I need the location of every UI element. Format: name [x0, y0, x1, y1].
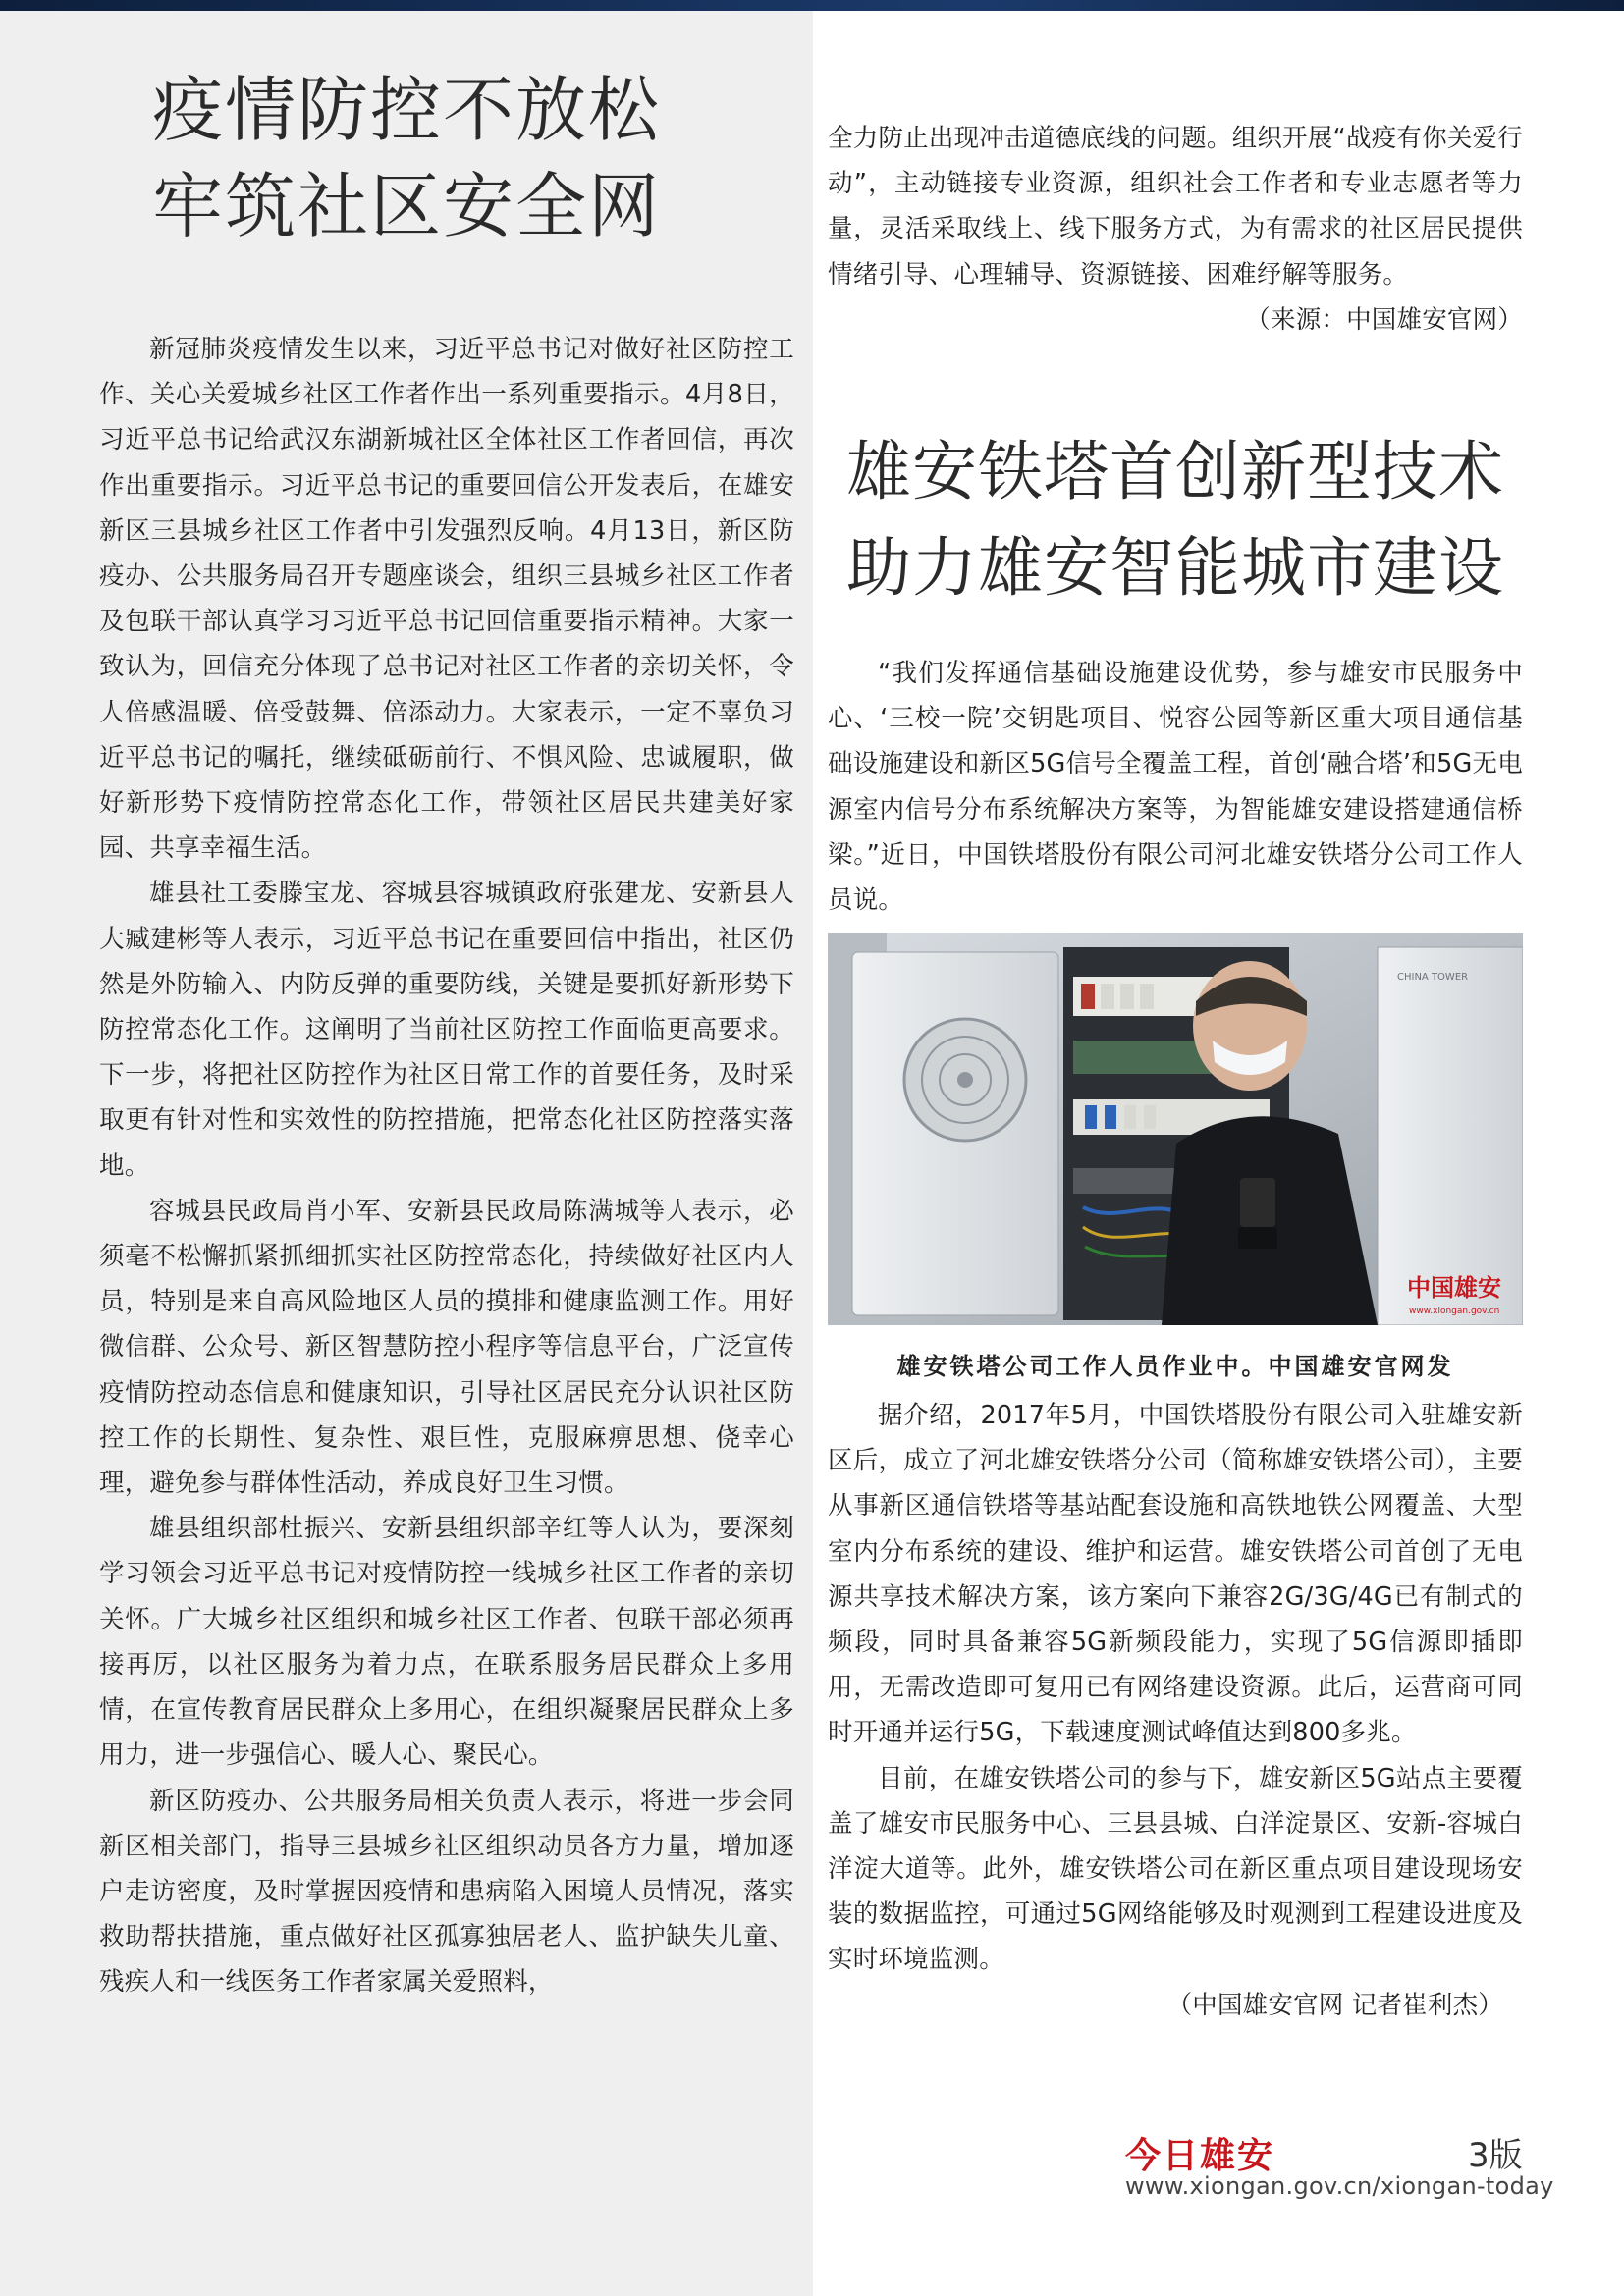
- article2-title: [828, 424, 1523, 616]
- newspaper-logo: 今日雄安: [1125, 2135, 1275, 2176]
- article2-body: [828, 1393, 1523, 2028]
- article1-body: [99, 327, 794, 2005]
- photo-caption: 雄安铁塔公司工作人员作业中。中国雄安官网发: [896, 1352, 1454, 1380]
- top-accent-bar: [0, 0, 1624, 11]
- article2-paragraph: 据介绍，2017年5月，中国铁塔股份有限公司入驻雄安新区后，成立了河北雄安铁塔分公司（简称雄安铁塔公司），主要从事新区通信铁塔等基站配套设施和高铁地铁公网覆盖、大型室内分布系统的建设、维护和运营。雄安铁塔公司首创了无电源共享技术解决方案，该方案向下兼容2G/3G/4G已有制式的频段，同时具备兼容5G新频段能力，实现了5G信源即插即用，无需改造即可复用已有网络建设资源。此后，运营商可同时开通并运行5G，下载速度测试峰值达到800多兆。: [828, 1401, 1523, 1748]
- technician-cabinet-illustration: [828, 933, 1523, 1325]
- article1-source: （来源：中国雄安官网）: [1245, 304, 1523, 335]
- footer-url[interactable]: www.xiongan.gov.cn/xiongan-today: [1125, 2172, 1554, 2200]
- photo-watermark: 中国雄安: [1407, 1273, 1501, 1302]
- photo-watermark-url: www.xiongan.gov.cn: [1409, 1307, 1500, 1316]
- article1-title-line2: 牢筑社区安全网: [151, 165, 661, 247]
- article2-title-line2: 助力雄安智能城市建设: [846, 530, 1504, 606]
- article1-title-line1: 疫情防控不放松: [151, 69, 661, 151]
- article1-paragraph: 容城县民政局肖小军、安新县民政局陈满城等人表示，必须毫不松懈抓紧抓细抓实社区防控常态化，持续做好社区内人员，特别是来自高风险地区人员的摸排和健康监测工作。用好微信群、公众号、新区智慧防控小程序等信息平台，广泛宣传疫情防控动态信息和健康知识，引导社区居民充分认识社区防控工作的长期性、复杂性、艰巨性，克服麻痹思想、侥幸心理，避免参与群体性活动，养成良好卫生习惯。: [99, 1196, 794, 1499]
- article2-photo: [828, 933, 1523, 1325]
- article1-paragraph: 雄县组织部杜振兴、安新县组织部辛红等人认为，要深刻学习领会习近平总书记对疫情防控一线城乡社区工作者的亲切关怀。广大城乡社区组织和城乡社区工作者、包联干部必须再接再厉，以社区服务为着力点，在联系服务居民群众上多用情，在宣传教育居民群众上多用心，在组织凝聚居民群众上多用力，进一步强信心、暖人心、聚民心。: [99, 1514, 794, 1771]
- article2-lead: [828, 651, 1523, 923]
- article1-paragraph: 雄县社工委滕宝龙、容城县容城镇政府张建龙、安新县人大臧建彬等人表示，习近平总书记在重要回信中指出，社区仍然是外防输入、内防反弹的重要防线，关键是要抓好新形势下防控常态化工作。这阐明了当前社区防控工作面临更高要求。下一步，将把社区防控作为社区日常工作的首要任务，及时采取更有针对性和实效性的防控措施，把常态化社区防控落实落地。: [99, 879, 794, 1181]
- article1-continuation: [828, 116, 1523, 343]
- article2-source: （中国雄安官网 记者崔利杰）: [1166, 1990, 1503, 2020]
- article1-paragraph: 新冠肺炎疫情发生以来，习近平总书记对做好社区防控工作、关心关爱城乡社区工作者作出一系列重要指示。4月8日，习近平总书记给武汉东湖新城社区全体社区工作者回信，再次作出重要指示。习近平总书记的重要回信公开发表后，在雄安新区三县城乡社区工作者中引发强烈反响。4月13日，新区防疫办、公共服务局召开专题座谈会，组织三县城乡社区工作者及包联干部认真学习习近平总书记回信重要指示精神。大家一致认为，回信充分体现了总书记对社区工作者的亲切关怀，令人倍感温暖、倍受鼓舞、倍添动力。大家表示，一定不辜负习近平总书记的嘱托，继续砥砺前行、不惧风险、忠诚履职，做好新形势下疫情防控常态化工作，带领社区居民共建美好家园、共享幸福生活。: [99, 335, 794, 864]
- article2-lead-paragraph: “我们发挥通信基础设施建设优势，参与雄安市民服务中心、‘三校一院’交钥匙项目、悦容公园等新区重大项目通信基础设施建设和新区5G信号全覆盖工程，首创‘融合塔’和5G无电源室内信号分布系统解决方案等，为智能雄安建设搭建通信桥梁。”近日，中国铁塔股份有限公司河北雄安铁塔分公司工作人员说。: [828, 659, 1523, 916]
- article2-title-line1: 雄安铁塔首创新型技术: [846, 434, 1504, 509]
- article1-paragraph: 新区防疫办、公共服务局相关负责人表示，将进一步会同新区相关部门，指导三县城乡社区组织动员各方力量，增加逐户走访密度，及时掌握因疫情和患病陷入困境人员情况，落实救助帮扶措施，重点做好社区孤寡独居老人、监护缺失儿童、残疾人和一线医务工作者家属关爱照料，: [99, 1786, 794, 1998]
- page-number: 3版: [1468, 2136, 1523, 2175]
- cabinet-label-text: CHINA TOWER: [1397, 972, 1469, 983]
- article2-paragraph: 目前，在雄安铁塔公司的参与下，雄安新区5G站点主要覆盖了雄安市民服务中心、三县县城、白洋淀景区、安新-容城白洋淀大道等。此外，雄安铁塔公司在新区重点项目建设现场安装的数据监控，可通过5G网络能够及时观测到工程建设进度及实时环境监测。: [828, 1763, 1523, 1975]
- article1-title: [39, 62, 774, 254]
- article1-continuation-paragraph: 全力防止出现冲击道德底线的问题。组织开展“战疫有你关爱行动”，主动链接专业资源，组织社会工作者和专业志愿者等力量，灵活采取线上、线下服务方式，为有需求的社区居民提供情绪引导、心理辅导、资源链接、困难纾解等服务。: [828, 124, 1523, 290]
